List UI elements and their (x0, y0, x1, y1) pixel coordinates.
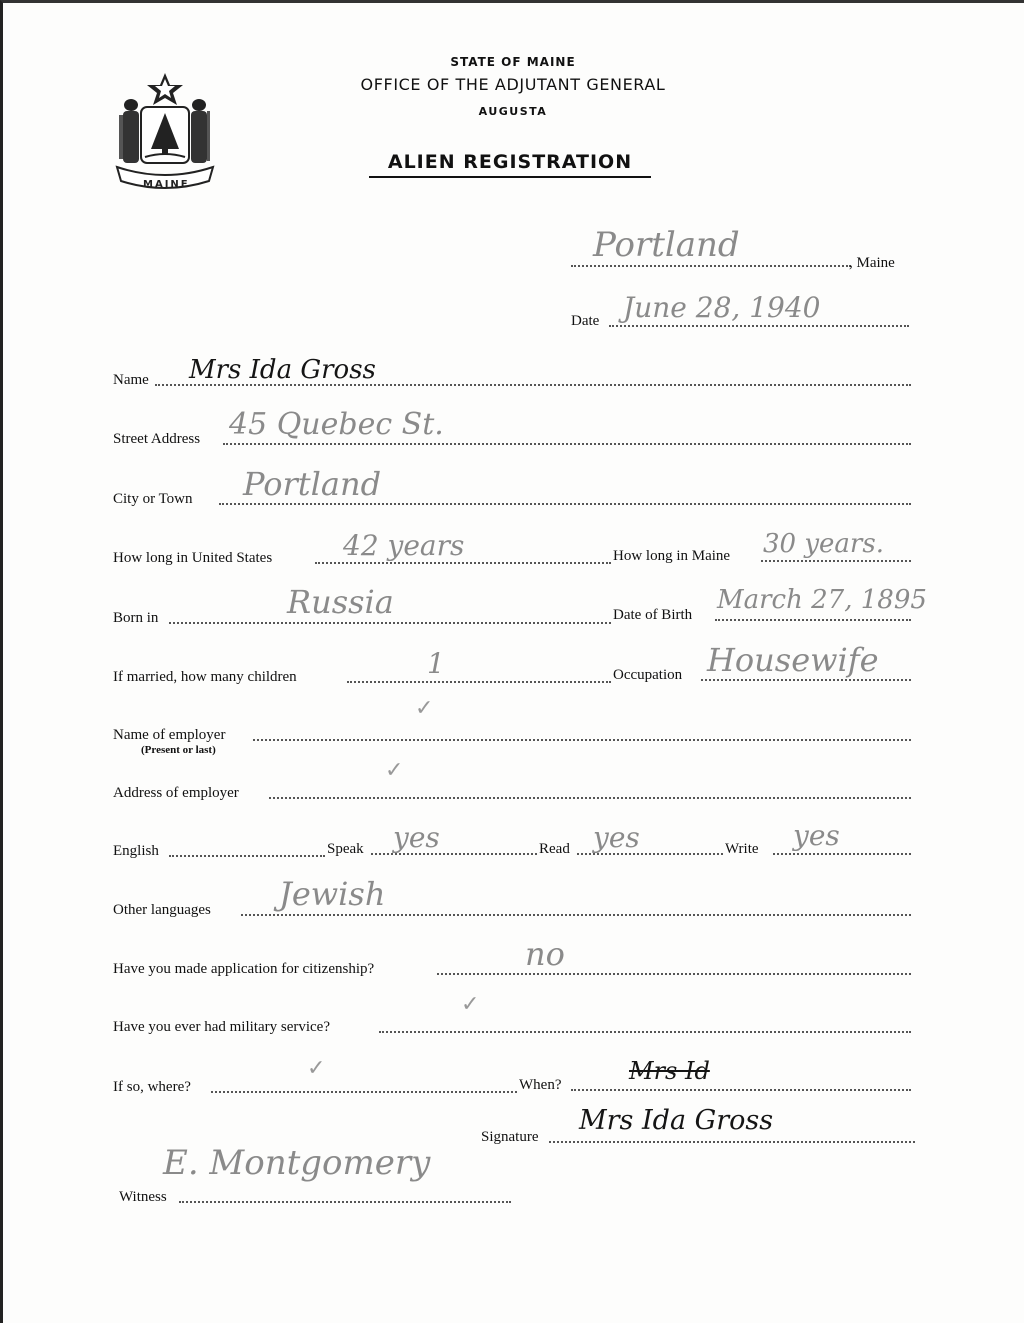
date-label: Date (571, 313, 600, 329)
city-value[interactable]: Portland (243, 465, 382, 503)
check-mark-icon: ✓ (385, 757, 404, 782)
other-languages-label: Other languages (113, 902, 211, 918)
military-line[interactable] (379, 1031, 911, 1033)
street-line (223, 443, 911, 445)
when-value[interactable]: Mrs Id (629, 1057, 710, 1085)
children-value[interactable]: 1 (427, 647, 445, 680)
city-label: City or Town (113, 491, 193, 507)
place-value[interactable]: Portland (593, 225, 740, 265)
check-mark-icon: ✓ (461, 991, 480, 1016)
dob-line (715, 619, 911, 621)
citizenship-value[interactable]: no (525, 935, 565, 973)
place-suffix: , Maine (849, 255, 895, 271)
write-value[interactable]: yes (793, 819, 840, 852)
when-line (571, 1089, 911, 1091)
date-value[interactable]: June 28, 1940 (623, 291, 821, 324)
write-line (773, 853, 911, 855)
maine-years-line (761, 560, 911, 562)
born-value[interactable]: Russia (287, 583, 394, 621)
us-years-line (315, 562, 611, 564)
children-line (347, 681, 611, 683)
english-line (169, 855, 325, 857)
witness-value[interactable]: E. Montgomery (163, 1143, 431, 1183)
speak-label: Speak (327, 841, 364, 857)
signature-label: Signature (481, 1129, 539, 1145)
occupation-label: Occupation (613, 667, 683, 683)
employer-label: Name of employer (113, 727, 226, 743)
name-label: Name (113, 372, 149, 388)
city-line (219, 503, 911, 505)
seal-banner-text: MAINE (143, 179, 190, 190)
employer-address-line[interactable] (269, 797, 911, 799)
citizenship-label: Have you made application for citizenship? (113, 961, 375, 977)
born-label: Born in (113, 610, 159, 626)
employer-line[interactable] (253, 739, 911, 741)
read-label: Read (539, 841, 570, 857)
state-heading: STATE OF MAINE (450, 55, 576, 69)
check-mark-icon: ✓ (415, 695, 434, 720)
witness-line (179, 1201, 511, 1203)
maine-years-label: How long in Maine (613, 548, 731, 564)
state-seal-icon (111, 71, 219, 195)
us-years-label: How long in United States (113, 550, 273, 566)
children-label: If married, how many children (113, 669, 297, 685)
occupation-line (701, 679, 911, 681)
employer-sublabel: (Present or last) (141, 744, 216, 756)
us-years-value[interactable]: 42 years (343, 529, 465, 562)
english-label: English (113, 843, 159, 859)
citizenship-line (437, 973, 911, 975)
other-languages-value[interactable]: Jewish (279, 875, 386, 913)
read-value[interactable]: yes (593, 821, 640, 854)
signature-line (549, 1141, 915, 1143)
date-line (609, 325, 909, 327)
street-label: Street Address (113, 431, 201, 447)
dob-label: Date of Birth (613, 607, 693, 623)
place-line (571, 265, 851, 267)
maine-years-value[interactable]: 30 years. (763, 529, 884, 559)
born-line (169, 622, 611, 624)
where-line[interactable] (211, 1091, 517, 1093)
form-title: ALIEN REGISTRATION (369, 151, 651, 178)
employer-address-label: Address of employer (113, 785, 239, 801)
city-heading: AUGUSTA (478, 105, 548, 118)
check-mark-icon: ✓ (307, 1055, 326, 1080)
where-label: If so, where? (113, 1079, 191, 1095)
witness-label: Witness (119, 1189, 167, 1205)
speak-value[interactable]: yes (393, 821, 440, 854)
occupation-value[interactable]: Housewife (707, 641, 879, 679)
dob-value[interactable]: March 27, 1895 (717, 585, 927, 615)
write-label: Write (725, 841, 759, 857)
when-label: When? (519, 1077, 562, 1093)
name-value[interactable]: Mrs Ida Gross (189, 355, 376, 385)
street-value[interactable]: 45 Quebec St. (229, 407, 444, 442)
office-heading: OFFICE OF THE ADJUTANT GENERAL (360, 75, 666, 94)
other-languages-line (241, 914, 911, 916)
military-label: Have you ever had military service? (113, 1019, 330, 1035)
signature-value[interactable]: Mrs Ida Gross (579, 1105, 774, 1136)
